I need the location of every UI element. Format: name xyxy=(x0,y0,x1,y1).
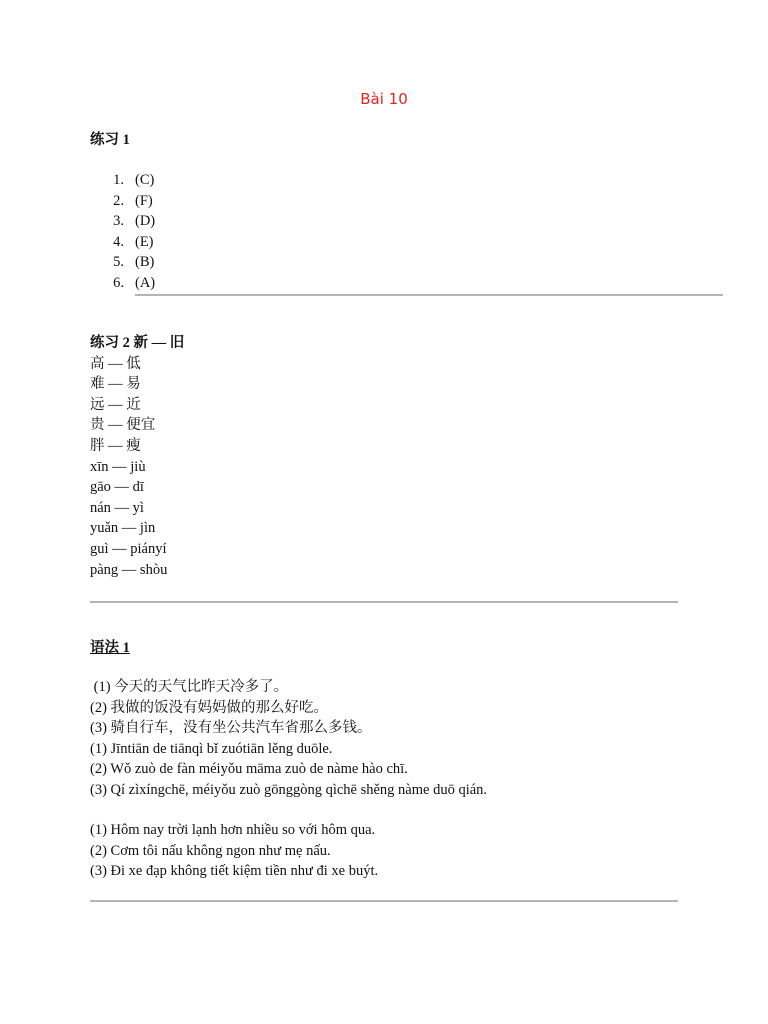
antonym-pair: 贵 — 便宜 xyxy=(90,417,156,434)
antonym-pinyin: yuǎn — jìn xyxy=(90,520,156,537)
item-number: 5. xyxy=(113,254,124,271)
list-item xyxy=(90,273,155,294)
section3-heading: 语法 1 xyxy=(90,640,130,656)
antonym-pair: 高 — 低 xyxy=(90,355,141,372)
vietnamese-sentence: (3) Đi xe đạp không tiết kiệm tiền như đi xe buýt. xyxy=(90,863,379,880)
item-answer: (E) xyxy=(135,233,154,250)
item-answer: (A) xyxy=(135,274,156,291)
grammar-examples xyxy=(90,677,487,801)
item-number: 1. xyxy=(113,172,124,188)
chinese-sentence: (3) 骑自行车，没有坐公共汽车省那么多钱。 xyxy=(90,720,372,737)
divider xyxy=(90,900,678,902)
antonym-pinyin: gāo — dī xyxy=(90,479,144,496)
divider xyxy=(90,601,678,603)
chinese-sentence: (1) 今天的天气比昨天冷多了。 xyxy=(90,679,289,695)
page-title: Bài 10 xyxy=(360,90,408,108)
antonym-pair: 远 — 近 xyxy=(90,396,141,413)
vietnamese-translations xyxy=(90,820,378,882)
list-item xyxy=(90,170,155,191)
antonym-pair: 胖 — 瘦 xyxy=(90,437,141,454)
section1-heading: 练习 1 xyxy=(90,132,130,148)
item-number: 2. xyxy=(113,192,124,209)
pinyin-sentence: (3) Qí zìxíngchē, méiyǒu zuò gōnggòng qìchē shěng nàme duō qián. xyxy=(90,781,488,798)
item-answer: (F) xyxy=(135,192,153,209)
pinyin-sentence: (2) Wǒ zuò de fàn méiyǒu māma zuò de nàme hào chī. xyxy=(90,761,408,778)
item-number: 6. xyxy=(113,274,124,291)
item-answer: (D) xyxy=(135,213,156,230)
antonym-pinyin: xīn — jiù xyxy=(90,458,146,475)
section2-block xyxy=(90,333,184,580)
item-number: 3. xyxy=(113,213,124,230)
section2-heading: 练习 2 新 — 旧 xyxy=(90,335,185,351)
list-item xyxy=(90,211,155,232)
antonym-pinyin: guì — piányí xyxy=(90,540,167,557)
divider xyxy=(135,294,723,296)
pinyin-sentence: (1) Jīntiān de tiānqì bǐ zuótiān lěng duōle. xyxy=(90,740,333,757)
vietnamese-sentence: (1) Hôm nay trời lạnh hơn nhiều so với hôm qua. xyxy=(90,822,376,838)
item-answer: (C) xyxy=(135,172,155,188)
list-item xyxy=(90,252,155,273)
antonym-pair: 难 — 易 xyxy=(90,376,141,393)
item-answer: (B) xyxy=(135,254,155,271)
vietnamese-sentence: (2) Cơm tôi nấu không ngon như mẹ nấu. xyxy=(90,842,331,859)
answer-list xyxy=(90,170,155,294)
antonym-pinyin: pàng — shòu xyxy=(90,561,168,578)
list-item xyxy=(90,191,155,212)
chinese-sentence: (2) 我做的饭没有妈妈做的那么好吃。 xyxy=(90,699,329,716)
item-number: 4. xyxy=(113,233,124,250)
list-item xyxy=(90,232,155,253)
antonym-pinyin: nán — yì xyxy=(90,499,144,516)
